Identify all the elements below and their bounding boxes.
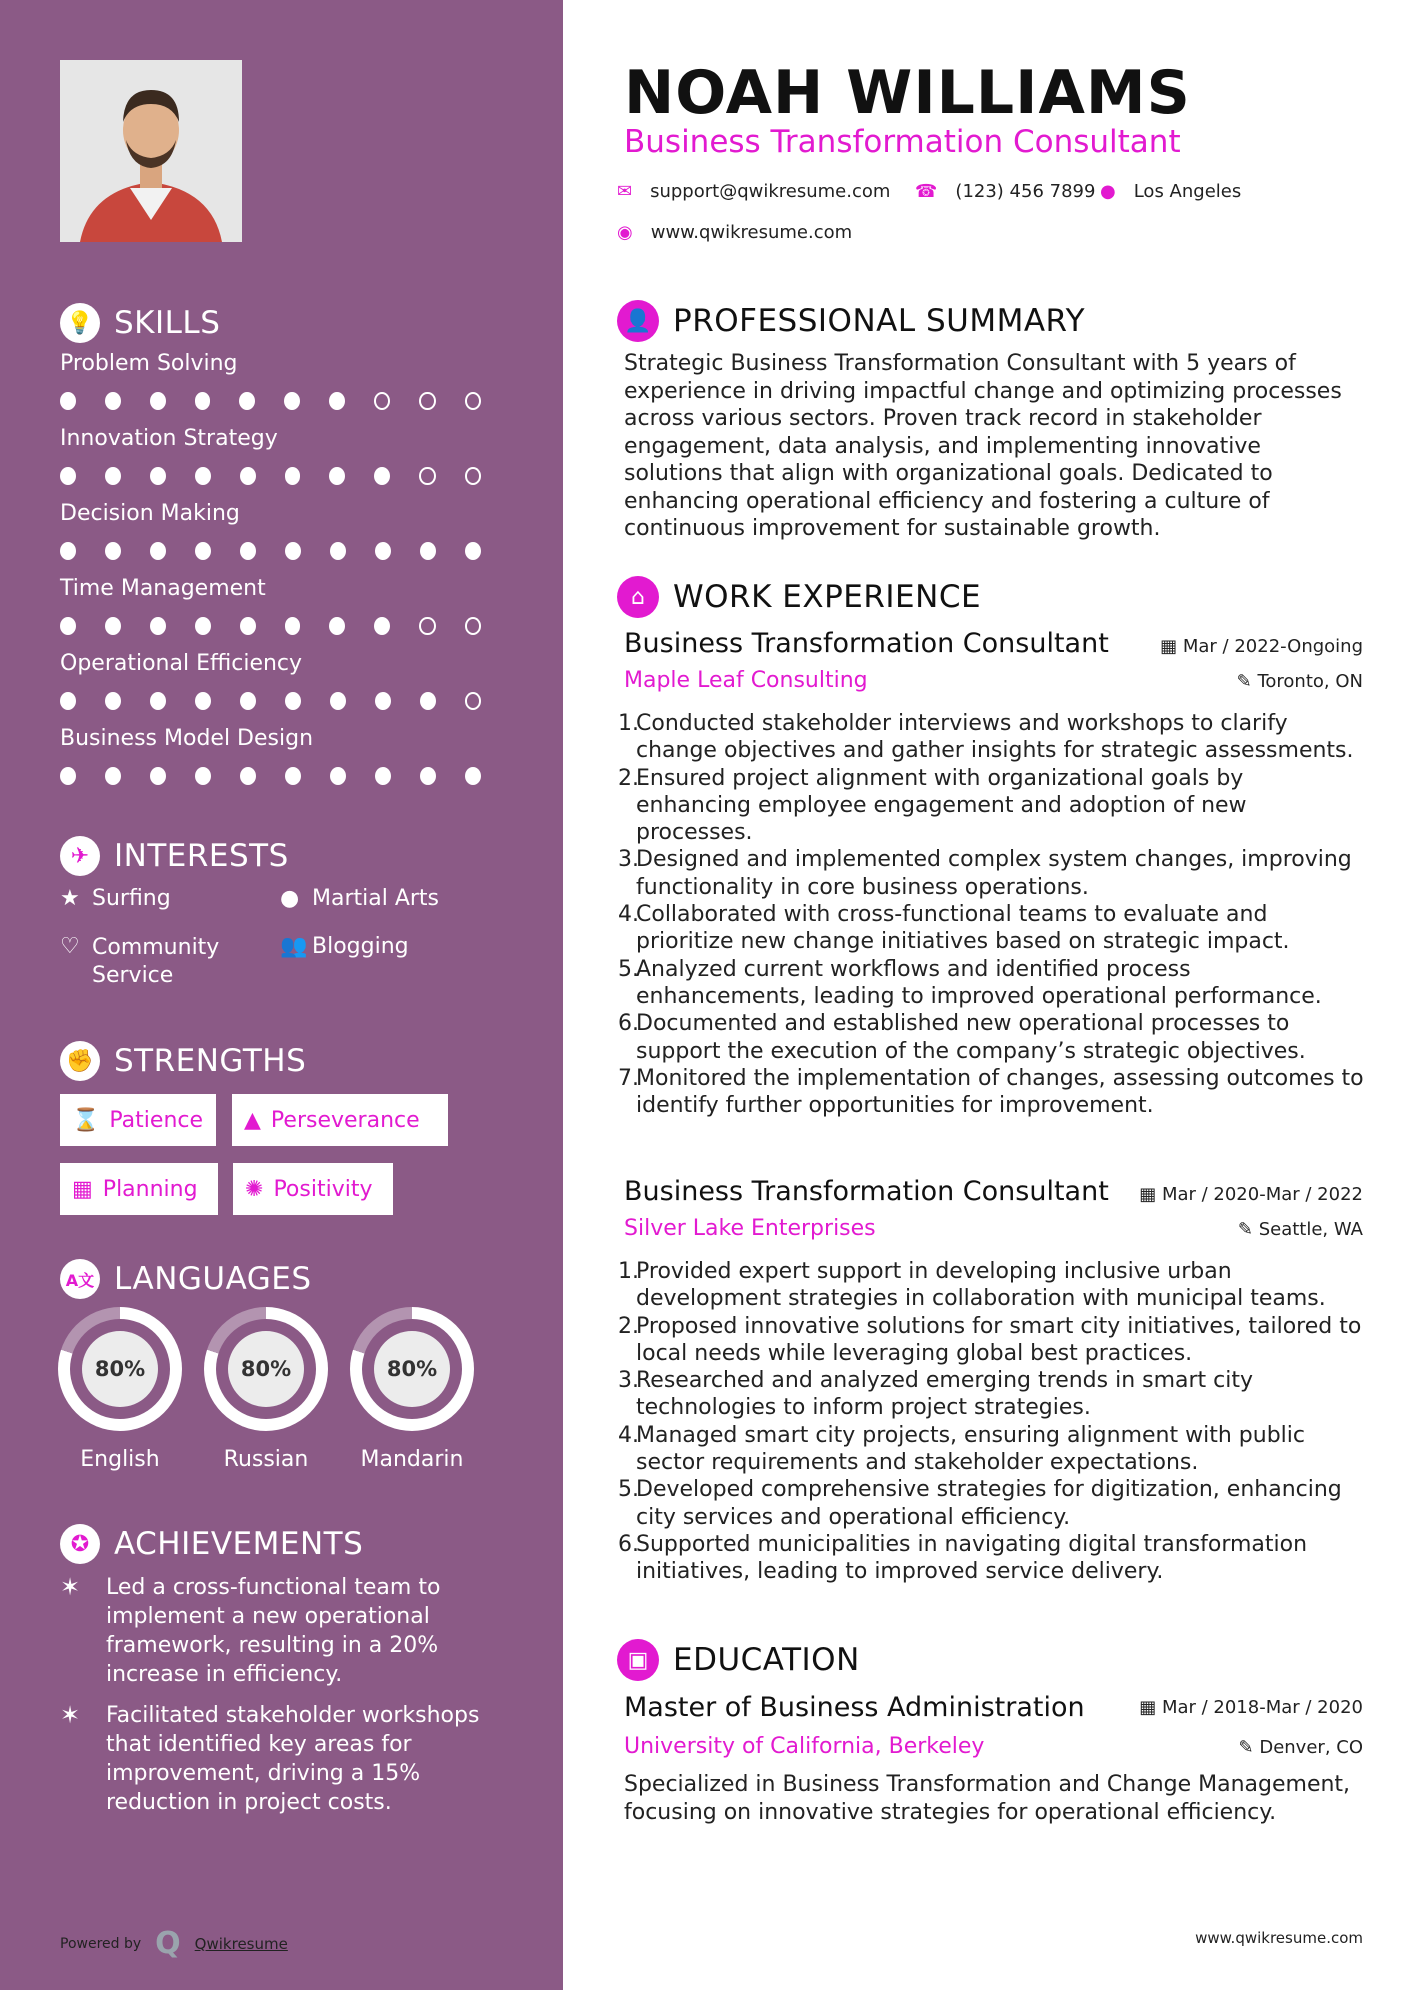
achievements-title: ACHIEVEMENTS [114,1526,364,1562]
heart-icon: ♡ [60,934,80,959]
list-item: 7. Monitored the implementation of changes, assessing outcomes to identify further opportunities for improvement. [618,1065,1364,1119]
skill-dot [195,467,211,485]
education-title: EDUCATION [673,1642,860,1678]
pin-icon: ✎ [1236,671,1258,692]
skill-dot [105,542,121,560]
contact-website: ◉ www.qwikresume.com [617,222,853,243]
job-location: ✎ Seattle, WA [1237,1219,1363,1240]
skill-dot [420,692,436,710]
skill-dot [374,467,390,485]
skill-rating [60,467,510,485]
skill-dot [105,692,121,710]
skill-rating [60,542,510,560]
skill-dot [329,392,345,410]
skill-dot [465,692,481,710]
interests-title: INTERESTS [114,838,289,874]
job-title: Business Transformation Consultant [624,1176,1109,1207]
skill-dot [285,767,301,785]
graduation-icon: ▣ [617,1639,659,1681]
skill-dot [465,767,481,785]
job-date: ▦ Mar / 2020-Mar / 2022 [1139,1184,1363,1205]
interest-item: ● Martial Arts [280,886,440,911]
strength-badge: ▦ Planning [60,1163,218,1215]
list-item: 4. Collaborated with cross-functional teams to evaluate and prioritize new change initiatives based on strategic impact. [618,902,1290,955]
skill-dot [105,767,121,785]
powered-by: Powered by Q Qwikresume [60,1926,288,1961]
strength-badge: ▲ Perseverance [232,1094,448,1146]
interest-item: 👥 Blogging [280,934,409,959]
language-ring [350,1307,474,1431]
interests-header [60,836,289,876]
skill-dot [240,692,256,710]
sun-icon: ✺ [245,1176,264,1202]
skill-item [60,351,510,410]
qwikresume-logo-icon: Q [155,1926,181,1961]
skill-dot [150,767,166,785]
list-item: 2. Proposed innovative solutions for smart city initiatives, tailored to local needs while leveraging global best practices. [618,1313,1362,1366]
calendar-icon: ▦ [72,1176,93,1202]
language-ring [58,1307,182,1431]
education-date: ▦ Mar / 2018-Mar / 2020 [1139,1697,1363,1718]
skill-dot [150,617,166,635]
candidate-name: NOAH WILLIAMS [624,58,1191,128]
skill-dot [195,392,211,410]
skills-header [60,303,220,343]
summary-title: PROFESSIONAL SUMMARY [673,303,1086,339]
list-item: 5. Analyzed current workflows and identified process enhancements, leading to improved operational performance. [618,956,1322,1009]
language-percent: 80% [82,1331,158,1407]
skill-dot [420,542,436,560]
languages-title: LANGUAGES [114,1261,312,1297]
skill-dot [329,617,345,635]
skill-dot [465,392,481,410]
pin-icon: ✎ [1237,1219,1259,1240]
skill-dot [60,542,76,560]
skill-rating [60,617,510,635]
skill-label: Time Management [60,576,266,601]
summary-header [617,300,1085,342]
contact-location: ● Los Angeles [1100,181,1242,202]
job-title: Business Transformation Consultant [624,628,1109,659]
skill-dot [105,467,121,485]
shooting-star-icon: ✶ [60,1701,81,1729]
skill-dot [419,392,435,410]
skill-dot [465,617,481,635]
footer-url[interactable]: www.qwikresume.com [1195,1929,1363,1947]
skill-dot [330,542,346,560]
list-item: 1. Provided expert support in developing inclusive urban development strategies in collaboration with municipal teams. [618,1259,1326,1312]
skill-label: Problem Solving [60,351,238,376]
skill-dot [419,467,435,485]
skill-dot [240,542,256,560]
list-item: 2. Ensured project alignment with organizational goals by enhancing employee engagement and adoption of new processes. [618,765,1247,846]
paper-plane-icon: ✈ [60,836,100,876]
skill-dot [330,767,346,785]
strengths-title: STRENGTHS [114,1043,307,1079]
language-item [204,1307,328,1472]
strength-badge: ✺ Positivity [233,1163,393,1215]
list-item: 5. Developed comprehensive strategies for digitization, enhancing city services and operational efficiency. [618,1477,1342,1530]
skill-dot [150,542,166,560]
skill-dot [195,767,211,785]
language-name: English [80,1447,160,1472]
language-percent: 80% [228,1331,304,1407]
achievement-item: ✶ Facilitated stakeholder workshops that identified key areas for improvement, driving a 15% reduction in project costs. [60,1701,480,1815]
language-name: Mandarin [360,1447,464,1472]
skill-dot [105,392,121,410]
road-icon: ▲ [244,1107,261,1133]
list-item: 3. Designed and implemented complex system changes, improving functionality in core business operations. [618,847,1352,900]
skill-dot [60,767,76,785]
interest-item: ★ Surfing [60,886,171,911]
chair-icon: ⌂ [617,576,659,618]
skill-rating [60,692,510,710]
calendar-icon: ▦ [1139,1697,1162,1718]
language-item [350,1307,474,1472]
fist-icon: ✊ [60,1041,100,1081]
job-date: ▦ Mar / 2022-Ongoing [1160,636,1363,657]
skill-item [60,726,510,785]
skill-dot [284,392,300,410]
skill-dot [105,617,121,635]
calendar-icon: ▦ [1160,636,1183,657]
hourglass-icon: ⌛ [72,1107,100,1133]
skill-dot [375,767,391,785]
profile-photo [60,60,242,242]
star-icon: ★ [60,886,80,911]
skill-dot [150,392,166,410]
achievements-header [60,1524,363,1564]
contact-email: ✉ support@qwikresume.com [617,181,891,202]
skill-label: Business Model Design [60,726,314,751]
skill-item [60,501,510,560]
job-company: Silver Lake Enterprises [624,1216,876,1241]
skill-dot [285,542,301,560]
achievement-item: ✶ Led a cross-functional team to implement a new operational framework, resulting in a 20% increase in efficiency. [60,1573,441,1687]
list-item: 3. Researched and analyzed emerging trends in smart city technologies to inform project strategies. [618,1368,1254,1421]
skill-dot [150,467,166,485]
calendar-icon: ▦ [1139,1184,1162,1205]
star-badge-icon: ✪ [60,1524,100,1564]
skill-dot [285,692,301,710]
strengths-header [60,1041,306,1081]
skill-dot [195,542,211,560]
skill-label: Operational Efficiency [60,651,303,676]
skill-dot [60,692,76,710]
pin-icon: ✎ [1238,1737,1260,1758]
skill-item [60,426,510,485]
lightbulb-icon: 💡 [60,303,100,343]
map-pin-icon: ● [1100,181,1116,202]
skill-item [60,576,510,635]
skill-dot [375,542,391,560]
skill-rating [60,767,510,785]
skill-dot [465,467,481,485]
skills-title: SKILLS [114,305,221,341]
sidebar [0,0,563,1990]
skill-dot [329,467,345,485]
skill-dot [285,467,301,485]
skill-dot [374,617,390,635]
globe-icon: ● [280,886,300,911]
language-percent: 80% [374,1331,450,1407]
skill-dot [150,692,166,710]
user-icon: 👤 [617,300,659,342]
skill-dot [240,467,256,485]
language-item [58,1307,182,1472]
summary-text: Strategic Business Transformation Consultant with 5 years of experience in driving impactful change and optimizing processes across various sectors. Proven track record in stakeholder engagement, data analysis, and implementing innovative solutions that align with organizational goals. Dedicated to enhancing operational efficiency and fostering a culture of continuous improvement for sustainable growth. [624,351,1342,541]
experience-header [617,576,981,618]
school-name: University of California, Berkeley [624,1734,985,1759]
job-bullets [618,710,1364,1119]
skill-label: Innovation Strategy [60,426,278,451]
job-company: Maple Leaf Consulting [624,668,868,693]
skill-dot [330,692,346,710]
contact-phone: ☎ (123) 456 7899 [915,181,1096,202]
job-bullets [618,1258,1364,1586]
users-icon: 👥 [280,934,308,959]
experience-title: WORK EXPERIENCE [673,579,982,615]
skill-dot [60,617,76,635]
languages-header [60,1259,312,1299]
skill-dot [240,617,256,635]
candidate-role: Business Transformation Consultant [624,124,1181,160]
skill-dot [420,767,436,785]
strength-badge: ⌛ Patience [60,1094,216,1146]
shooting-star-icon: ✶ [60,1573,81,1601]
brand-link[interactable]: Qwikresume [194,1934,288,1953]
skill-dot [60,467,76,485]
skill-dot [195,617,211,635]
list-item: 6. Supported municipalities in navigating digital transformation initiatives, leading to improved service delivery. [618,1531,1308,1585]
language-name: Russian [223,1447,309,1472]
skill-label: Decision Making [60,501,240,526]
skill-dot [239,392,255,410]
education-text: Specialized in Business Transformation and Change Management, focusing on innovative strategies for operational efficiency. [624,1772,1351,1825]
skill-dot [60,392,76,410]
language-icon: A文 [60,1259,100,1299]
envelope-icon: ✉ [617,181,633,202]
skill-rating [60,392,510,410]
globe-icon: ◉ [617,222,633,243]
list-item: 1. Conducted stakeholder interviews and workshops to clarify change objectives and gather insights for strategic assessments. [618,711,1354,764]
skill-dot [375,692,391,710]
language-ring [204,1307,328,1431]
job-location: ✎ Toronto, ON [1236,671,1363,692]
skill-dot [285,617,301,635]
interest-item: ♡ Community Service [60,934,220,988]
skill-dot [419,617,435,635]
skill-dot [465,542,481,560]
education-location: ✎ Denver, CO [1238,1737,1363,1758]
phone-icon: ☎ [915,181,938,202]
skill-item [60,651,510,710]
degree-title: Master of Business Administration [624,1692,1085,1723]
skill-dot [240,767,256,785]
education-header [617,1639,860,1681]
list-item: 4. Managed smart city projects, ensuring alignment with public sector requirements and stakeholder expectations. [618,1422,1305,1476]
skill-dot [195,692,211,710]
skill-dot [374,392,390,410]
list-item: 6. Documented and established new operational processes to support the execution of the company’s strategic objectives. [618,1011,1306,1064]
